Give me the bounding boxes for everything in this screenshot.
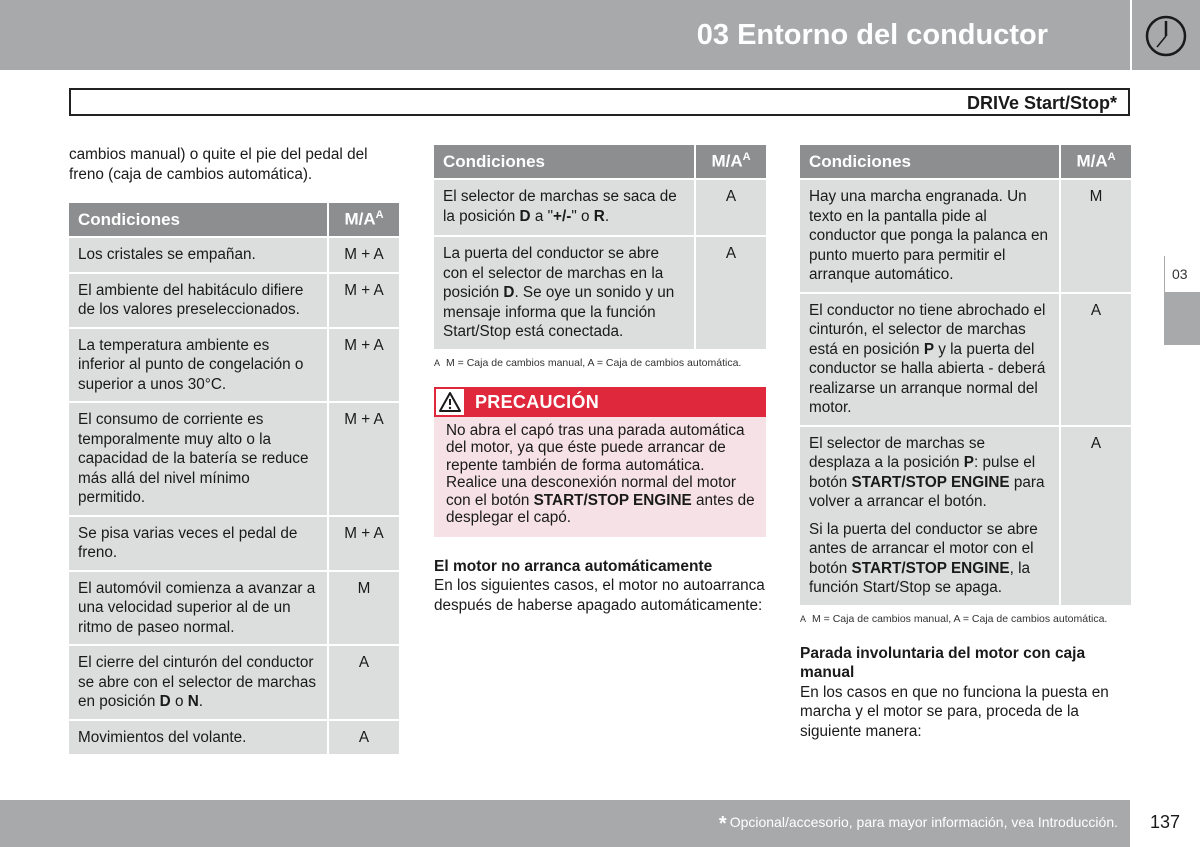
intro-text: cambios manual) o quite el pie del pedal del freno (caja de cambios automática). — [69, 146, 368, 183]
warning-triangle-icon — [434, 387, 466, 417]
ma-cell: M + A — [327, 403, 399, 515]
caution-title: PRECAUCIÓN — [475, 391, 600, 412]
col-conditions-header: Condiciones — [800, 145, 1059, 178]
gauge-box — [1132, 0, 1200, 70]
table-footnote — [434, 357, 766, 369]
condition-cell: Los cristales se empañan. — [69, 238, 327, 272]
ma-cell: M — [327, 572, 399, 645]
footnote-text: M = Caja de cambios manual, A = Caja de cambios automática. — [812, 612, 1108, 625]
page-number: 137 — [1149, 812, 1181, 832]
subheading-no-autostart: El motor no arranca automáticamente — [434, 557, 713, 575]
table-footnote — [800, 613, 1131, 625]
conditions-table-2 — [434, 143, 766, 351]
footnote-text: M = Caja de cambios manual, A = Caja de cambios automática. — [446, 356, 742, 369]
col-conditions-header: Condiciones — [434, 145, 694, 178]
table-row — [434, 180, 766, 235]
table-header-row — [434, 145, 766, 178]
table-row — [69, 238, 399, 272]
condition-cell: El ambiente del habitáculo difiere de los valores preseleccionados. — [69, 274, 327, 327]
side-tab-label-box — [1164, 256, 1200, 292]
ma-cell: M + A — [327, 238, 399, 272]
column-1 — [69, 145, 399, 756]
table-header-row — [800, 145, 1131, 178]
col-ma-header: $M/A^A$ — [1059, 145, 1131, 178]
side-tab-label: 03 — [1172, 266, 1188, 282]
column-2 — [434, 145, 766, 615]
footnote-marker: A — [800, 613, 807, 624]
table-row — [69, 517, 399, 570]
ma-cell: A — [694, 237, 766, 349]
table-row — [800, 294, 1131, 425]
table-row — [69, 646, 399, 719]
footnote-marker: A — [434, 357, 441, 368]
chapter-side-tab — [1164, 256, 1200, 345]
condition-cell: Hay una marcha engranada. Un texto en la pantalla pide al conductor que ponga la palanca en punto muerto para permitir el arranque automático. — [800, 180, 1059, 292]
caution-text: No abra el capó tras una parada automática del motor, ya que éste puede arrancar de repente también de forma automática. Realice una desconexión normal del motor con el botón START/STOP ENGINE antes de desplegar el capó. — [446, 421, 755, 526]
table-header-row — [69, 203, 399, 236]
condition-cell: La temperatura ambiente es inferior al punto de congelación o superior a unos 30°C. — [69, 329, 327, 402]
conditions-table-1 — [69, 201, 399, 756]
col-ma-header: $M/A^A$ — [694, 145, 766, 178]
ma-cell: A — [1059, 427, 1131, 605]
ma-cell: M — [1059, 180, 1131, 292]
conditions-table-3 — [800, 143, 1131, 607]
subheading-involuntary-stop: Parada involuntaria del motor con caja manual — [800, 644, 1086, 681]
asterisk-mark: * — [718, 813, 727, 835]
ma-cell: A — [327, 721, 399, 755]
section-title: DRIVe Start/Stop* — [966, 93, 1117, 113]
chapter-title: 03 Entorno del conductor — [696, 19, 1048, 51]
gauge-icon — [1144, 14, 1188, 58]
footer-note: * Opcional/accesorio, para mayor información, vea Introducción. — [718, 813, 1118, 835]
ma-cell: M + A — [327, 274, 399, 327]
condition-subparagraph: Si la puerta del conductor se abre antes de arrancar el motor con el botón START/STOP ENGINE, la función Start/Stop se apaga. — [809, 520, 1038, 596]
table-row — [434, 237, 766, 349]
condition-cell: Movimientos del volante. — [69, 721, 327, 755]
col-conditions-header: Condiciones — [69, 203, 327, 236]
condition-cell: El selector de marchas se saca de la posición D a "+/-" o R. — [434, 180, 694, 235]
condition-cell: Se pisa varias veces el pedal de freno. — [69, 517, 327, 570]
caution-box — [434, 387, 766, 537]
ma-cell: M + A — [327, 329, 399, 402]
ma-cell: M + A — [327, 517, 399, 570]
table-row — [69, 403, 399, 515]
condition-cell: El automóvil comienza a avanzar a una velocidad superior al de un ritmo de paseo normal. — [69, 572, 327, 645]
condition-cell: El cierre del cinturón del conductor se abre con el selector de marchas en posición D o N. — [69, 646, 327, 719]
no-autostart-text: En los siguientes casos, el motor no autoarranca después de haberse apagado automáticamente: — [434, 577, 765, 614]
ma-cell: A — [327, 646, 399, 719]
table-row — [800, 180, 1131, 292]
table-row — [800, 427, 1131, 605]
col-ma-header: $M/A^A$ — [327, 203, 399, 236]
condition-cell: El selector de marchas se desplaza a la posición P: pulse el botón START/STOP ENGINE para volver a arrancar el botón. Si la puerta del conductor se abre antes de arrancar el motor con el botón START/STOP ENGINE, la función Start/Stop se apaga. — [800, 427, 1059, 605]
ma-cell: A — [1059, 294, 1131, 425]
ma-cell: A — [694, 180, 766, 235]
footer-bar — [0, 800, 1130, 847]
table-row — [69, 274, 399, 327]
condition-cell: El conductor no tiene abrochado el cinturón, el selector de marchas está en posición P y la puerta del conductor se halla abierta - deberá realizarse un arranque normal del motor. — [800, 294, 1059, 425]
table-row — [69, 329, 399, 402]
condition-cell: El consumo de corriente es temporalmente muy alto o la capacidad de la batería se reduce más allá del nivel mínimo permitido. — [69, 403, 327, 515]
caution-header — [434, 387, 766, 417]
column-3 — [800, 145, 1131, 741]
section-bar — [69, 88, 1130, 116]
header-bar — [0, 0, 1130, 70]
table-row — [69, 721, 399, 755]
table-row — [69, 572, 399, 645]
involuntary-stop-text: En los casos en que no funciona la puesta en marcha y el motor se para, proceda de la siguiente manera: — [800, 683, 1109, 740]
condition-cell: La puerta del conductor se abre con el selector de marchas en la posición D. Se oye un sonido y un mensaje informa que la función Start/Stop está conectada. — [434, 237, 694, 349]
